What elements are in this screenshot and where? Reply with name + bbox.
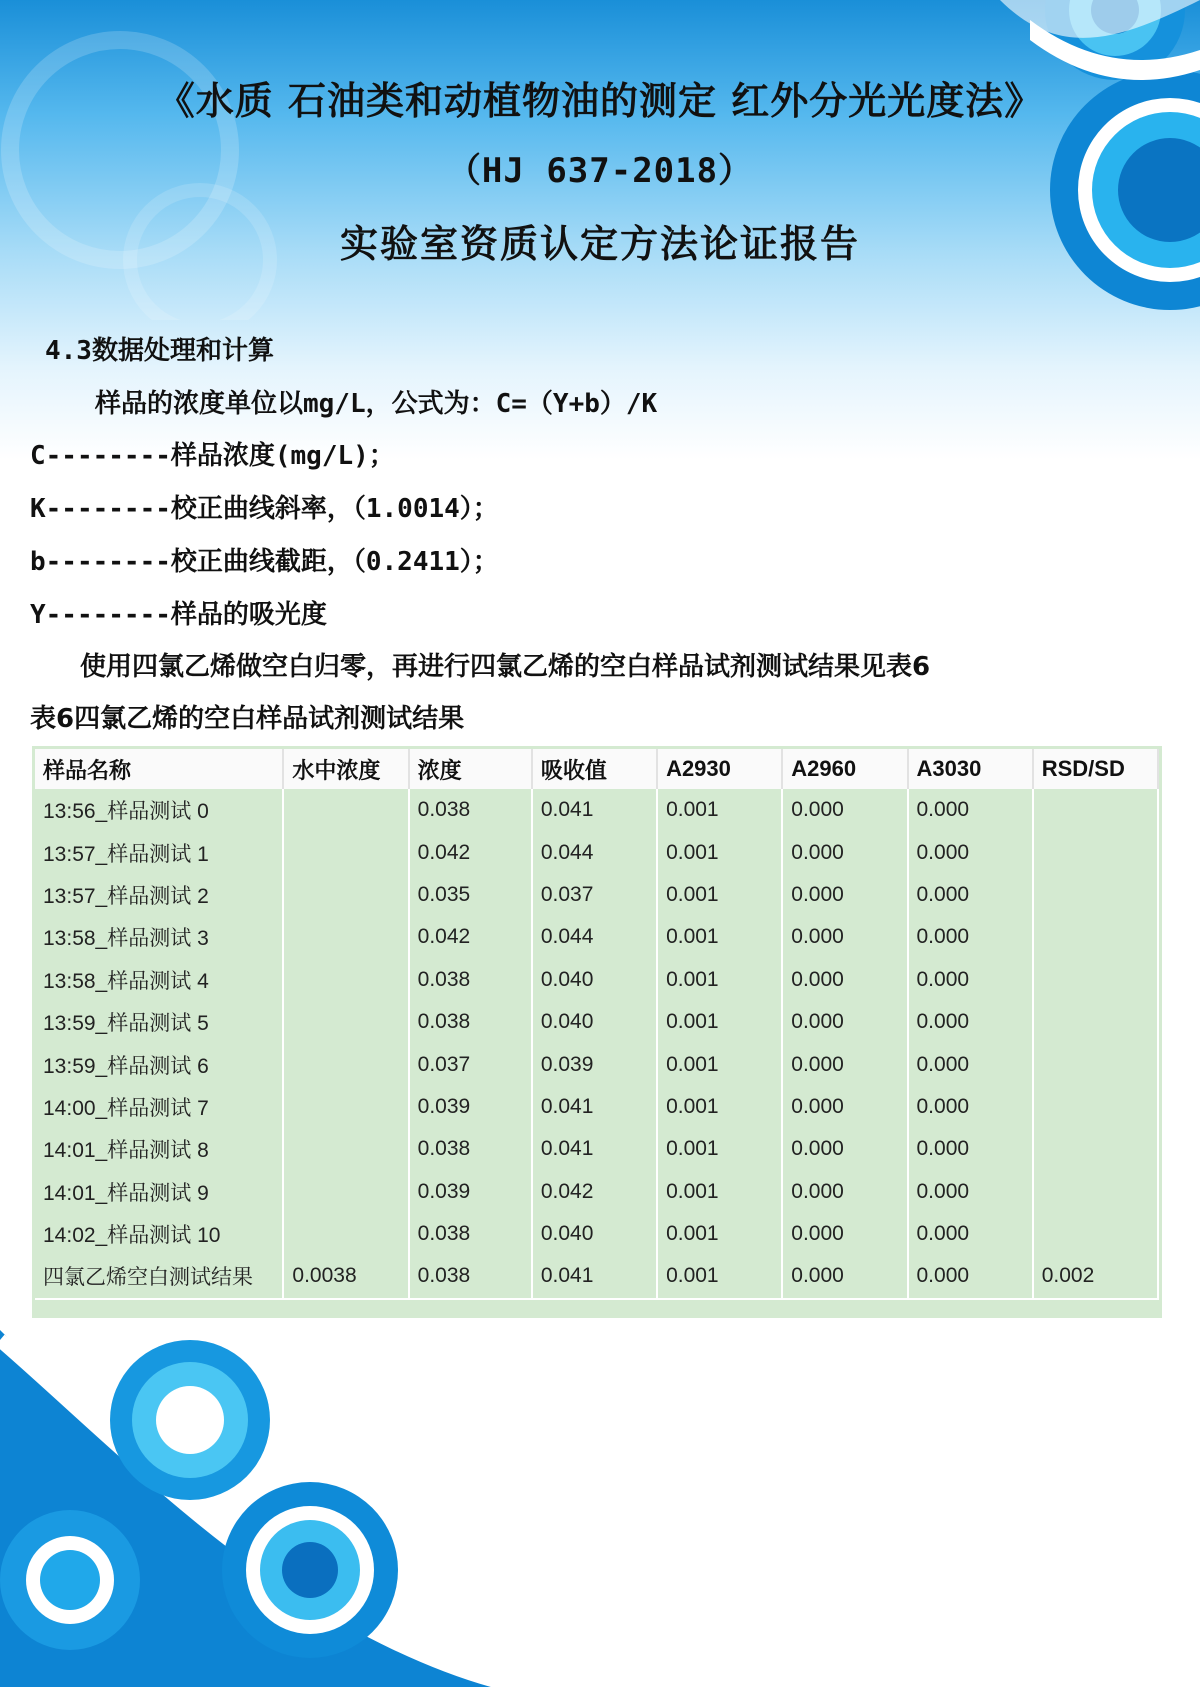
- table-row: [35, 1001, 1158, 1043]
- table-cell: 0.001: [657, 1086, 782, 1128]
- table-cell: 0.038: [409, 1255, 532, 1298]
- table-cell: [283, 1001, 408, 1043]
- table-cell: 0.000: [782, 789, 907, 831]
- table-cell: [1033, 1001, 1158, 1043]
- table-row: [35, 1086, 1158, 1128]
- table-cell: 14:00_样品测试 7: [35, 1086, 283, 1128]
- table-cell: 0.040: [532, 1001, 657, 1043]
- definition-k: K--------校正曲线斜率，（1.0014）；: [30, 494, 499, 524]
- table-cell: 0.000: [782, 1128, 907, 1170]
- table-cell: 0.000: [782, 1255, 907, 1298]
- table-cell: 0.000: [908, 1213, 1033, 1255]
- table-cell: [283, 1171, 408, 1213]
- table-cell: 13:59_样品测试 5: [35, 1001, 283, 1043]
- table-cell: [283, 1213, 408, 1255]
- table-cell: 0.000: [782, 1171, 907, 1213]
- table-cell: 0.041: [532, 1086, 657, 1128]
- table-cell: 0.037: [409, 1043, 532, 1085]
- table-cell: 0.038: [409, 1213, 532, 1255]
- column-header-concentration: 浓度: [409, 749, 532, 789]
- table-cell: 0.039: [409, 1171, 532, 1213]
- table-cell: 0.044: [532, 831, 657, 873]
- table-cell: 0.001: [657, 916, 782, 958]
- column-header-a3030: A3030: [908, 749, 1033, 789]
- table-cell: 0.001: [657, 1171, 782, 1213]
- table-cell: 0.000: [908, 1086, 1033, 1128]
- table-cell: 0.038: [409, 1001, 532, 1043]
- table-cell: 0.040: [532, 959, 657, 1001]
- table-cell: 0.000: [782, 1213, 907, 1255]
- table-cell: [283, 831, 408, 873]
- document-standard-code: （HJ 637-2018）: [446, 151, 754, 191]
- table-cell: [283, 1086, 408, 1128]
- table-cell: 0.000: [908, 831, 1033, 873]
- table-row: [35, 1043, 1158, 1085]
- table-cell: [283, 916, 408, 958]
- table-cell: 0.000: [782, 959, 907, 1001]
- column-header-a2930: A2930: [657, 749, 782, 789]
- table-cell: [1033, 831, 1158, 873]
- table-cell: 0.001: [657, 1255, 782, 1298]
- column-header-rsd-sd: RSD/SD: [1033, 749, 1158, 789]
- document-title-line-1: 《水质 石油类和动植物油的测定 红外分光光度法》: [156, 79, 1044, 123]
- table-cell: 13:58_样品测试 4: [35, 959, 283, 1001]
- table-cell: 0.000: [908, 1043, 1033, 1085]
- formula-line: 样品的浓度单位以mg/L，公式为：C=（Y+b）/K: [95, 389, 658, 419]
- table-cell: 0.038: [409, 959, 532, 1001]
- table-cell: 0.000: [908, 789, 1033, 831]
- table-cell: 0.000: [908, 1128, 1033, 1170]
- table-cell: [283, 874, 408, 916]
- table-cell: 0.041: [532, 1128, 657, 1170]
- table-row: [35, 789, 1158, 831]
- table-cell: 0.000: [782, 1043, 907, 1085]
- table-cell: 0.001: [657, 1043, 782, 1085]
- results-table-container: [32, 746, 1162, 1318]
- table-cell: 14:01_样品测试 9: [35, 1171, 283, 1213]
- column-header-sample-name: 样品名称: [35, 749, 283, 789]
- table-row: [35, 1171, 1158, 1213]
- table-cell: 0.000: [908, 959, 1033, 1001]
- table-cell: [1033, 1171, 1158, 1213]
- table-cell: 14:02_样品测试 10: [35, 1213, 283, 1255]
- table-cell: 0.044: [532, 916, 657, 958]
- table-cell: 0.000: [908, 1255, 1033, 1298]
- table-cell: 0.041: [532, 789, 657, 831]
- table-cell: 0.042: [409, 916, 532, 958]
- table-cell: [283, 789, 408, 831]
- table-cell: 0.001: [657, 831, 782, 873]
- table-cell: 0.038: [409, 789, 532, 831]
- table-header-row: [35, 749, 1158, 789]
- section-heading: 4.3数据处理和计算: [45, 336, 274, 366]
- table-caption: 表6四氯乙烯的空白样品试剂测试结果: [30, 704, 465, 734]
- description-paragraph: 使用四氯乙烯做空白归零，再进行四氯乙烯的空白样品试剂测试结果见表6: [80, 652, 931, 682]
- table-cell: [1033, 916, 1158, 958]
- table-cell: 四氯乙烯空白测试结果: [35, 1255, 283, 1298]
- table-row: [35, 874, 1158, 916]
- table-cell: [283, 1128, 408, 1170]
- table-cell: 0.000: [908, 1171, 1033, 1213]
- table-row: [35, 916, 1158, 958]
- table-cell: [1033, 789, 1158, 831]
- table-body: [35, 789, 1158, 1299]
- document-title-line-3: 实验室资质认定方法论证报告: [339, 222, 860, 266]
- table-cell: 0.001: [657, 1213, 782, 1255]
- table-cell: 0.001: [657, 959, 782, 1001]
- definition-b: b--------校正曲线截距，（0.2411）；: [30, 547, 499, 577]
- definition-y: Y--------样品的吸光度: [30, 600, 327, 630]
- table-cell: [1033, 959, 1158, 1001]
- column-header-water-concentration: 水中浓度: [283, 749, 408, 789]
- table-row-summary: [35, 1255, 1158, 1298]
- table-cell: 13:59_样品测试 6: [35, 1043, 283, 1085]
- table-cell: [1033, 1043, 1158, 1085]
- table-row: [35, 1128, 1158, 1170]
- table-cell: [1033, 874, 1158, 916]
- definition-c: C--------样品浓度(mg/L)；: [30, 441, 395, 471]
- table-cell: 0.042: [532, 1171, 657, 1213]
- table-cell: 0.002: [1033, 1255, 1158, 1298]
- results-table: [35, 749, 1159, 1300]
- table-cell: 13:57_样品测试 2: [35, 874, 283, 916]
- table-cell: 14:01_样品测试 8: [35, 1128, 283, 1170]
- table-cell: 0.035: [409, 874, 532, 916]
- table-cell: [283, 1043, 408, 1085]
- table-cell: 0.000: [782, 1086, 907, 1128]
- table-cell: 0.001: [657, 1001, 782, 1043]
- table-cell: [1033, 1213, 1158, 1255]
- table-cell: 0.0038: [283, 1255, 408, 1298]
- table-cell: 0.000: [782, 831, 907, 873]
- table-cell: 0.001: [657, 1128, 782, 1170]
- table-cell: [1033, 1128, 1158, 1170]
- table-cell: 0.000: [782, 1001, 907, 1043]
- column-header-a2960: A2960: [782, 749, 907, 789]
- table-cell: 0.001: [657, 874, 782, 916]
- table-cell: 13:57_样品测试 1: [35, 831, 283, 873]
- table-row: [35, 1213, 1158, 1255]
- table-row: [35, 959, 1158, 1001]
- table-cell: 0.039: [409, 1086, 532, 1128]
- column-header-absorbance: 吸收值: [532, 749, 657, 789]
- table-cell: 0.042: [409, 831, 532, 873]
- table-cell: 0.000: [908, 874, 1033, 916]
- table-cell: 13:58_样品测试 3: [35, 916, 283, 958]
- table-cell: 0.037: [532, 874, 657, 916]
- table-cell: [283, 959, 408, 1001]
- table-cell: 0.041: [532, 1255, 657, 1298]
- table-cell: 0.000: [908, 1001, 1033, 1043]
- table-cell: 0.038: [409, 1128, 532, 1170]
- table-cell: 0.039: [532, 1043, 657, 1085]
- table-row: [35, 831, 1158, 873]
- table-cell: 0.000: [782, 916, 907, 958]
- table-cell: 0.001: [657, 789, 782, 831]
- table-cell: [1033, 1086, 1158, 1128]
- table-cell: 0.000: [782, 874, 907, 916]
- table-cell: 0.040: [532, 1213, 657, 1255]
- table-cell: 0.000: [908, 916, 1033, 958]
- table-cell: 13:56_样品测试 0: [35, 789, 283, 831]
